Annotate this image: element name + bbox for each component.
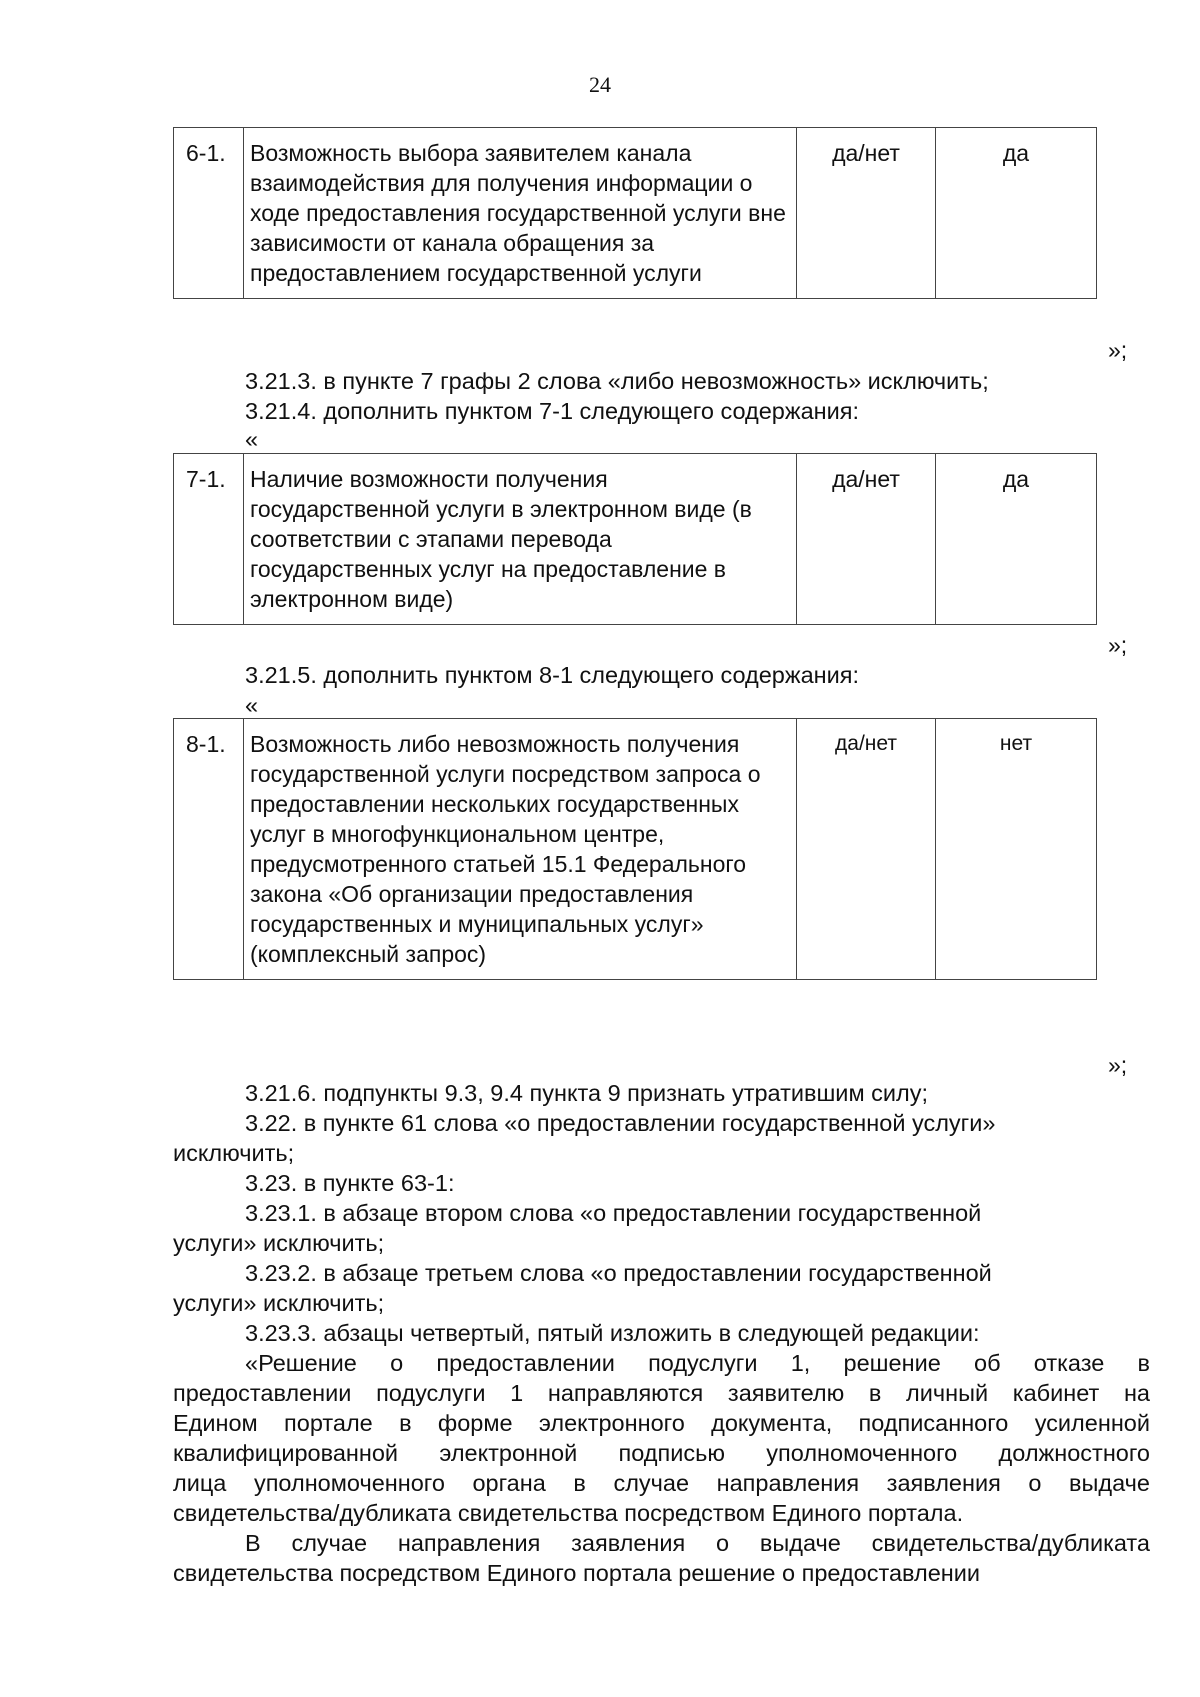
- quoted-paragraph-1-line-4: квалифицированной электронной подписью уполномоченного должностного: [173, 1440, 1150, 1466]
- page-number: 24: [589, 72, 611, 97]
- table-item-7-1: [173, 453, 1097, 625]
- closing-quote: »;: [1108, 337, 1128, 363]
- paragraph-3-21-3: 3.21.3. в пункте 7 графы 2 слова «либо невозможность» исключить;: [245, 368, 989, 394]
- quoted-paragraph-1-line-5: лица уполномоченного органа в случае направления заявления о выдаче: [173, 1470, 1150, 1496]
- item-value-type: да/нет: [797, 719, 936, 980]
- opening-quote: «: [245, 426, 259, 452]
- closing-quote: »;: [1108, 632, 1128, 658]
- item-number: 6-1.: [174, 128, 244, 299]
- item-value-type: да/нет: [797, 454, 936, 625]
- paragraph-3-21-4: 3.21.4. дополнить пунктом 7-1 следующего содержания:: [245, 398, 860, 424]
- paragraph-3-23: 3.23. в пункте 63-1:: [245, 1170, 455, 1196]
- quoted-paragraph-2-line-2: свидетельства посредством Единого портала решение о предоставлении: [173, 1560, 981, 1586]
- item-value-type: да/нет: [797, 128, 936, 299]
- item-value: нет: [936, 719, 1097, 980]
- paragraph-3-21-6: 3.21.6. подпункты 9.3, 9.4 пункта 9 признать утратившим силу;: [245, 1080, 928, 1106]
- opening-quote: «: [245, 692, 259, 718]
- quoted-paragraph-1-line-6: свидетельства/дубликата свидетельства посредством Единого портала.: [173, 1500, 964, 1526]
- item-description: Возможность выбора заявителем канала взаимодействия для получения информации о ходе предоставления государственной услуги вне зависимости от канала обращения за предоставлением государственной услуги: [244, 128, 797, 299]
- quoted-paragraph-1-line-2: предоставлении подуслуги 1 направляются заявителю в личный кабинет на: [173, 1380, 1150, 1406]
- item-description: Наличие возможности получения государственной услуги в электронном виде (в соответствии с этапами перевода государственных услуг на предоставление в электронном виде): [244, 454, 797, 625]
- item-value: да: [936, 128, 1097, 299]
- paragraph-3-23-3: 3.23.3. абзацы четвертый, пятый изложить в следующей редакции:: [245, 1320, 980, 1346]
- item-number: 8-1.: [174, 719, 244, 980]
- paragraph-3-22-cont: исключить;: [173, 1140, 295, 1166]
- item-description: Возможность либо невозможность получения государственной услуги посредством запроса о предоставлении нескольких государственных услуг в многофункциональном центре, предусмотренного статьей 15.1 Федерального закона «Об организации предоставления государственных и муниципальных услуг» (комплексный запрос): [244, 719, 797, 980]
- quoted-paragraph-1-line-1: «Решение о предоставлении подуслуги 1, решение об отказе в: [245, 1350, 1150, 1376]
- table-row: [174, 454, 1097, 625]
- paragraph-3-21-5: 3.21.5. дополнить пунктом 8-1 следующего содержания:: [245, 662, 860, 688]
- table-row: [174, 128, 1097, 299]
- paragraph-3-23-2: 3.23.2. в абзаце третьем слова «о предоставлении государственной: [245, 1260, 992, 1286]
- quoted-paragraph-1-line-3: Едином портале в форме электронного документа, подписанного усиленной: [173, 1410, 1150, 1436]
- table-item-6-1: [173, 127, 1097, 299]
- quoted-paragraph-2-line-1: В случае направления заявления о выдаче свидетельства/дубликата: [245, 1530, 1150, 1556]
- paragraph-3-23-1-cont: услуги» исключить;: [173, 1230, 385, 1256]
- item-number: 7-1.: [174, 454, 244, 625]
- paragraph-3-23-2-cont: услуги» исключить;: [173, 1290, 385, 1316]
- item-value: да: [936, 454, 1097, 625]
- closing-quote: »;: [1108, 1052, 1128, 1078]
- table-item-8-1: [173, 718, 1097, 980]
- table-row: [174, 719, 1097, 980]
- paragraph-3-23-1: 3.23.1. в абзаце втором слова «о предоставлении государственной: [245, 1200, 982, 1226]
- paragraph-3-22: 3.22. в пункте 61 слова «о предоставлении государственной услуги»: [245, 1110, 996, 1136]
